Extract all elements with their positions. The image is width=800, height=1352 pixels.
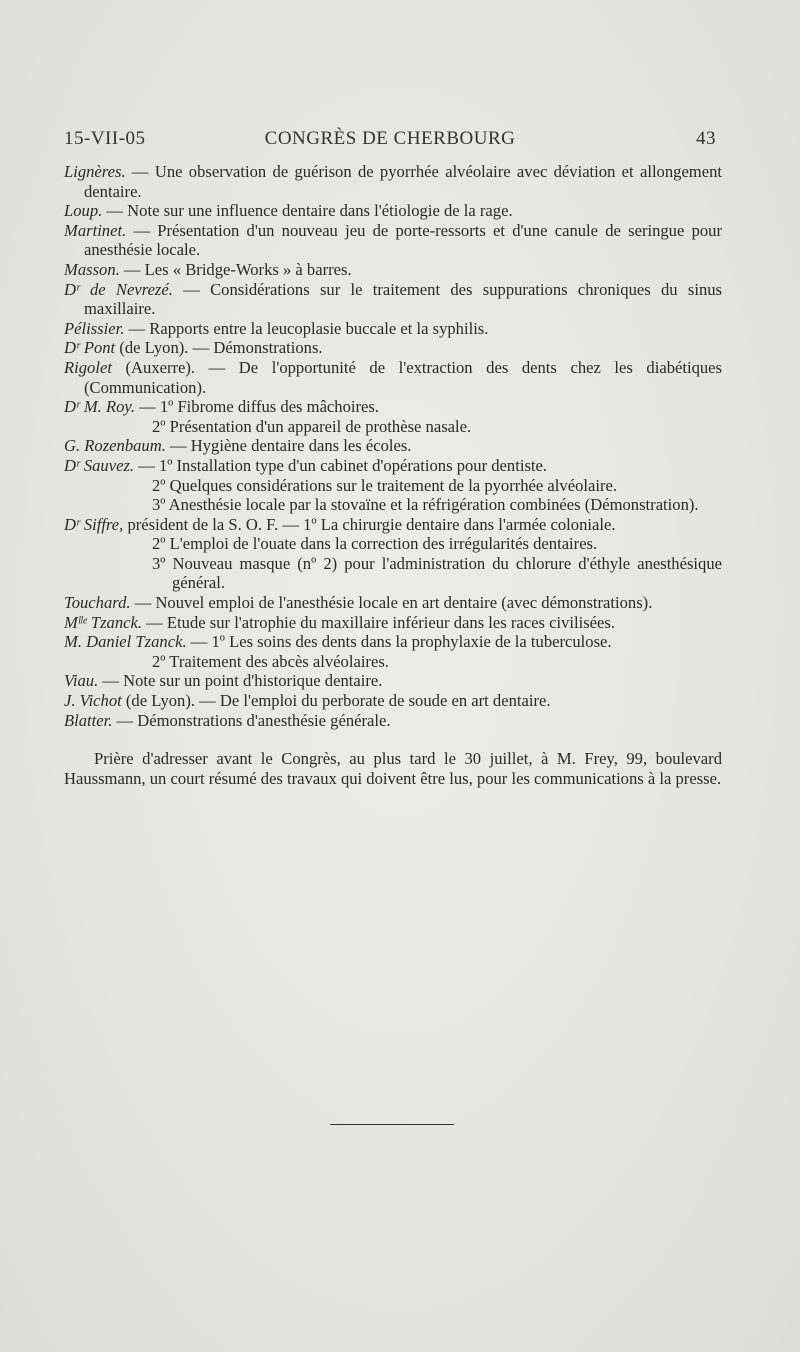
end-rule bbox=[330, 1124, 454, 1125]
author-name: M. Daniel Tzanck. bbox=[64, 632, 187, 652]
entry bbox=[64, 221, 722, 260]
entry bbox=[64, 358, 722, 397]
author-name: Lignères. bbox=[64, 162, 126, 181]
entry-title: — Démonstrations d'anesthésie générale. bbox=[112, 710, 391, 730]
entry-title: — Etude sur l'atrophie du maxillaire inférieur dans les races civilisées. bbox=[142, 612, 616, 632]
header-title: CONGRÈS DE CHERBOURG bbox=[264, 128, 516, 149]
entry bbox=[64, 632, 722, 652]
author-name: Dʳ de Nevrezé. bbox=[64, 279, 173, 299]
entry bbox=[64, 691, 722, 711]
entry-title: — Les « Bridge-Works » à barres. bbox=[119, 259, 352, 279]
entry-title: — Rapports entre la leucoplasie buccale et la syphilis. bbox=[124, 318, 489, 338]
entry-title: — 1º Installation type d'un cabinet d'opérations pour dentiste. bbox=[134, 455, 548, 475]
author-name: Dʳ Pont bbox=[64, 338, 116, 358]
entry-title: — Note sur un point d'historique dentaire. bbox=[98, 671, 383, 691]
author-name: Loup. bbox=[64, 201, 103, 221]
communications-list bbox=[64, 162, 722, 730]
entry-title: — 1º Les soins des dents dans la prophylaxie de la tuberculose. bbox=[186, 632, 612, 652]
entry-title: — Note sur une influence dentaire dans l'étiologie de la rage. bbox=[102, 201, 513, 221]
author-name: J. Vichot bbox=[64, 691, 122, 711]
entry bbox=[64, 456, 722, 476]
author-name: Dʳ M. Roy. bbox=[64, 397, 135, 417]
entry-subitem: 3º Anesthésie locale par la stovaïne et la réfrigération combinées (Démonstration). bbox=[152, 495, 699, 515]
body-text bbox=[64, 162, 722, 788]
author-name: Mˡˡᵉ Tzanck. bbox=[64, 612, 143, 632]
entry-subitem: 3º Nouveau masque (nº 2) pour l'administration du chlorure d'éthyle anesthésique général. bbox=[152, 553, 722, 593]
entry-title: (de Lyon). — Démonstrations. bbox=[115, 338, 323, 358]
entry-title: — Présentation d'un nouveau jeu de porte-ressorts et d'une canule de seringue pour anesthésie locale. bbox=[84, 220, 722, 260]
entry bbox=[64, 436, 722, 456]
entry-title: (Auxerre). — De l'opportunité de l'extraction des dents chez les diabétiques (Communication). bbox=[84, 357, 722, 397]
entry-subitem: 2º L'emploi de l'ouate dans la correction des irrégularités dentaires. bbox=[152, 534, 598, 554]
author-name: Pélissier. bbox=[64, 318, 125, 338]
entry-title: président de la S. O. F. — 1º La chirurgie dentaire dans l'armée coloniale. bbox=[123, 514, 616, 534]
author-name: Touchard. bbox=[64, 593, 131, 613]
author-name: Rigolet bbox=[64, 357, 112, 377]
entry bbox=[64, 711, 722, 731]
page-number: 43 bbox=[696, 128, 716, 149]
closing-paragraph: Prière d'adresser avant le Congrès, au plus tard le 30 juillet, à M. Frey, 99, boulevard Haussmann, un court résumé des travaux qui doivent être lus, pour les communications à la presse. bbox=[64, 749, 722, 788]
entry bbox=[64, 201, 722, 221]
author-name: Masson. bbox=[64, 259, 120, 279]
entry bbox=[64, 593, 722, 613]
entry-title: — Considérations sur le traitement des suppurations chroniques du sinus maxillaire. bbox=[84, 279, 722, 319]
entry-title: — 1º Fibrome diffus des mâchoires. bbox=[134, 397, 379, 417]
entry bbox=[64, 280, 722, 319]
header-date: 15-VII-05 bbox=[64, 128, 146, 149]
entry-title: — Nouvel emploi de l'anesthésie locale en art dentaire (avec démonstrations). bbox=[130, 593, 653, 613]
entry bbox=[64, 319, 722, 339]
author-name: Dʳ Sauvez. bbox=[64, 455, 135, 475]
entry-title: — Hygiène dentaire dans les écoles. bbox=[165, 436, 412, 456]
entry-subitem: 2º Quelques considérations sur le traitement de la pyorrhée alvéolaire. bbox=[152, 475, 617, 495]
entry-subitem: 2º Présentation d'un appareil de prothèse nasale. bbox=[152, 416, 472, 436]
entry-title: (de Lyon). — De l'emploi du perborate de soude en art dentaire. bbox=[121, 691, 551, 711]
entry bbox=[64, 613, 722, 633]
entry-subitem: 2º Traitement des abcès alvéolaires. bbox=[152, 651, 389, 671]
entry-title: — Une observation de guérison de pyorrhée alvéolaire avec déviation et allongement dentaire. bbox=[84, 162, 722, 201]
author-name: G. Rozenbaum. bbox=[64, 436, 166, 456]
author-name: Dʳ Siffre, bbox=[64, 514, 124, 534]
entry bbox=[64, 515, 722, 535]
author-name: Martinet. bbox=[64, 220, 127, 240]
running-header bbox=[64, 128, 716, 154]
entry bbox=[64, 338, 722, 358]
author-name: Blatter. bbox=[64, 710, 113, 730]
author-name: Viau. bbox=[64, 671, 99, 691]
entry bbox=[64, 397, 722, 417]
entry bbox=[64, 162, 722, 201]
entry bbox=[64, 671, 722, 691]
entry bbox=[64, 260, 722, 280]
